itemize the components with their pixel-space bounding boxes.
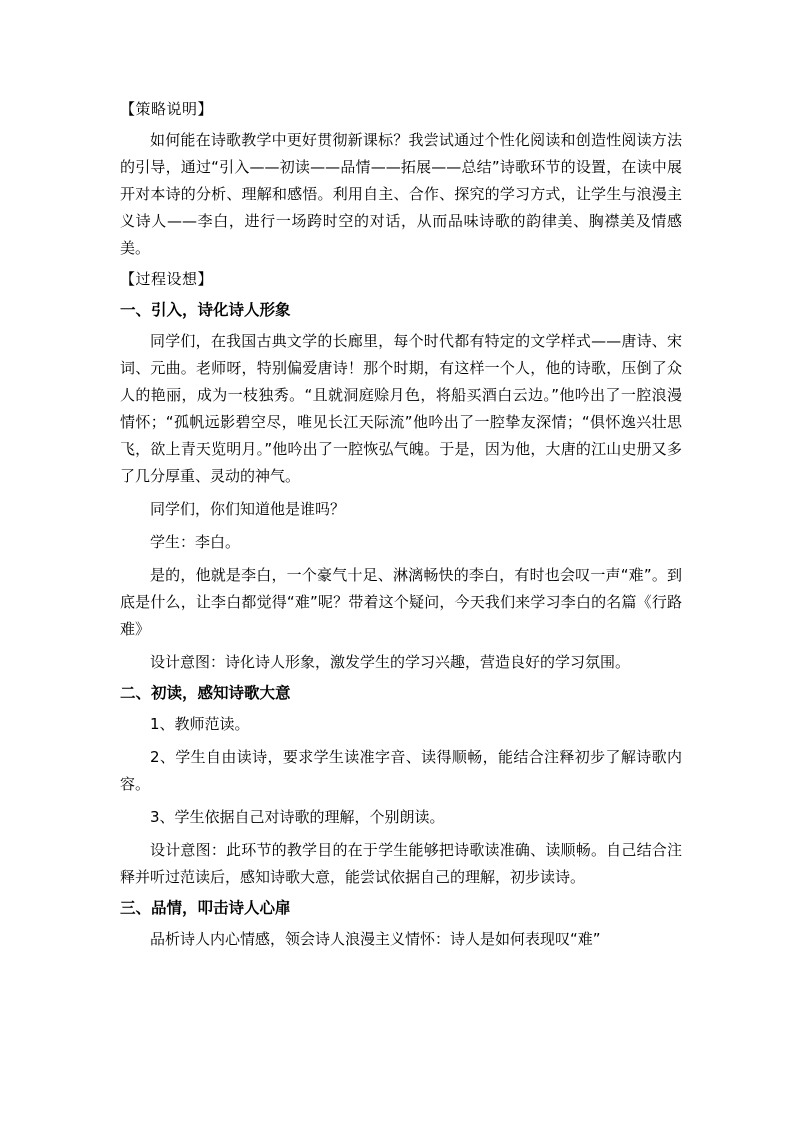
section-1-paragraph: 同学们，在我国古典文学的长廊里，每个时代都有特定的文学样式——唐诗、宋词、元曲。老师呀，特别偏爱唐诗！那个时期，有这样一个人，他的诗歌，压倒了众人的艳丽，成为一枝独秀。“且就洞庭赊月色，将船买酒白云边。”他吟出了一腔浪漫情怀；“孤帆远影碧空尽，唯见长江天际流”他吟出了一腔挚友深情；“俱怀逸兴壮思飞，欲上青天览明月。”他吟出了一腔恢弘气魄。于是，因为他，大唐的江山史册又多了几分厚重、灵动的神气。 <box>120 332 682 485</box>
document-page <box>120 96 682 953</box>
strategy-paragraph: 如何能在诗歌教学中更好贯彻新课标？我尝试通过个性化阅读和创造性阅读方法的引导，通过“引入——初读——品情——拓展——总结”诗歌环节的设置，在读中展开对本诗的分析、理解和感悟。利用自主、合作、探究的学习方式，让学生与浪漫主义诗人——李白，进行一场跨时空的对话，从而品味诗歌的韵律美、胸襟美及情感美。 <box>120 131 682 257</box>
section-2-title: 二、初读，感知诗歌大意 <box>120 684 291 702</box>
design-intent-2: 设计意图：此环节的教学目的在于学生能够把诗歌读准确、读顺畅。自己结合注释并听过范读后，感知诗歌大意，能尝试依据自己的理解，初步读诗。 <box>120 841 682 886</box>
section-2-paragraph: 3、学生依据自己对诗歌的理解，个别朗读。 <box>150 808 445 826</box>
section-3-paragraph: 品析诗人内心情感，领会诗人浪漫主义情怀：诗人是如何表现叹“难” <box>150 930 601 948</box>
section-1-paragraph: 是的，他就是李白，一个豪气十足、淋漓畅快的李白，有时也会叹一声“难”。到底是什么，让李白都觉得“难”呢？带着这个疑问，今天我们来学习李白的名篇《行路难》 <box>120 566 682 638</box>
section-3-title: 三、品情，叩击诗人心扉 <box>120 899 291 917</box>
section-2-paragraph: 2、学生自由读诗，要求学生读准字音、读得顺畅，能结合注释初步了解诗歌内容。 <box>120 748 682 793</box>
design-intent-1: 设计意图：诗化诗人形象，激发学生的学习兴趣，营造良好的学习氛围。 <box>150 653 631 671</box>
strategy-heading: 【策略说明】 <box>120 100 214 118</box>
section-2-paragraph: 1、教师范读。 <box>150 715 250 733</box>
process-heading: 【过程设想】 <box>120 270 214 288</box>
section-1-paragraph: 学生：李白。 <box>150 533 241 551</box>
section-1-title: 一、引入，诗化诗人形象 <box>120 301 291 319</box>
section-1-paragraph: 同学们，你们知道他是谁吗？ <box>150 500 346 518</box>
